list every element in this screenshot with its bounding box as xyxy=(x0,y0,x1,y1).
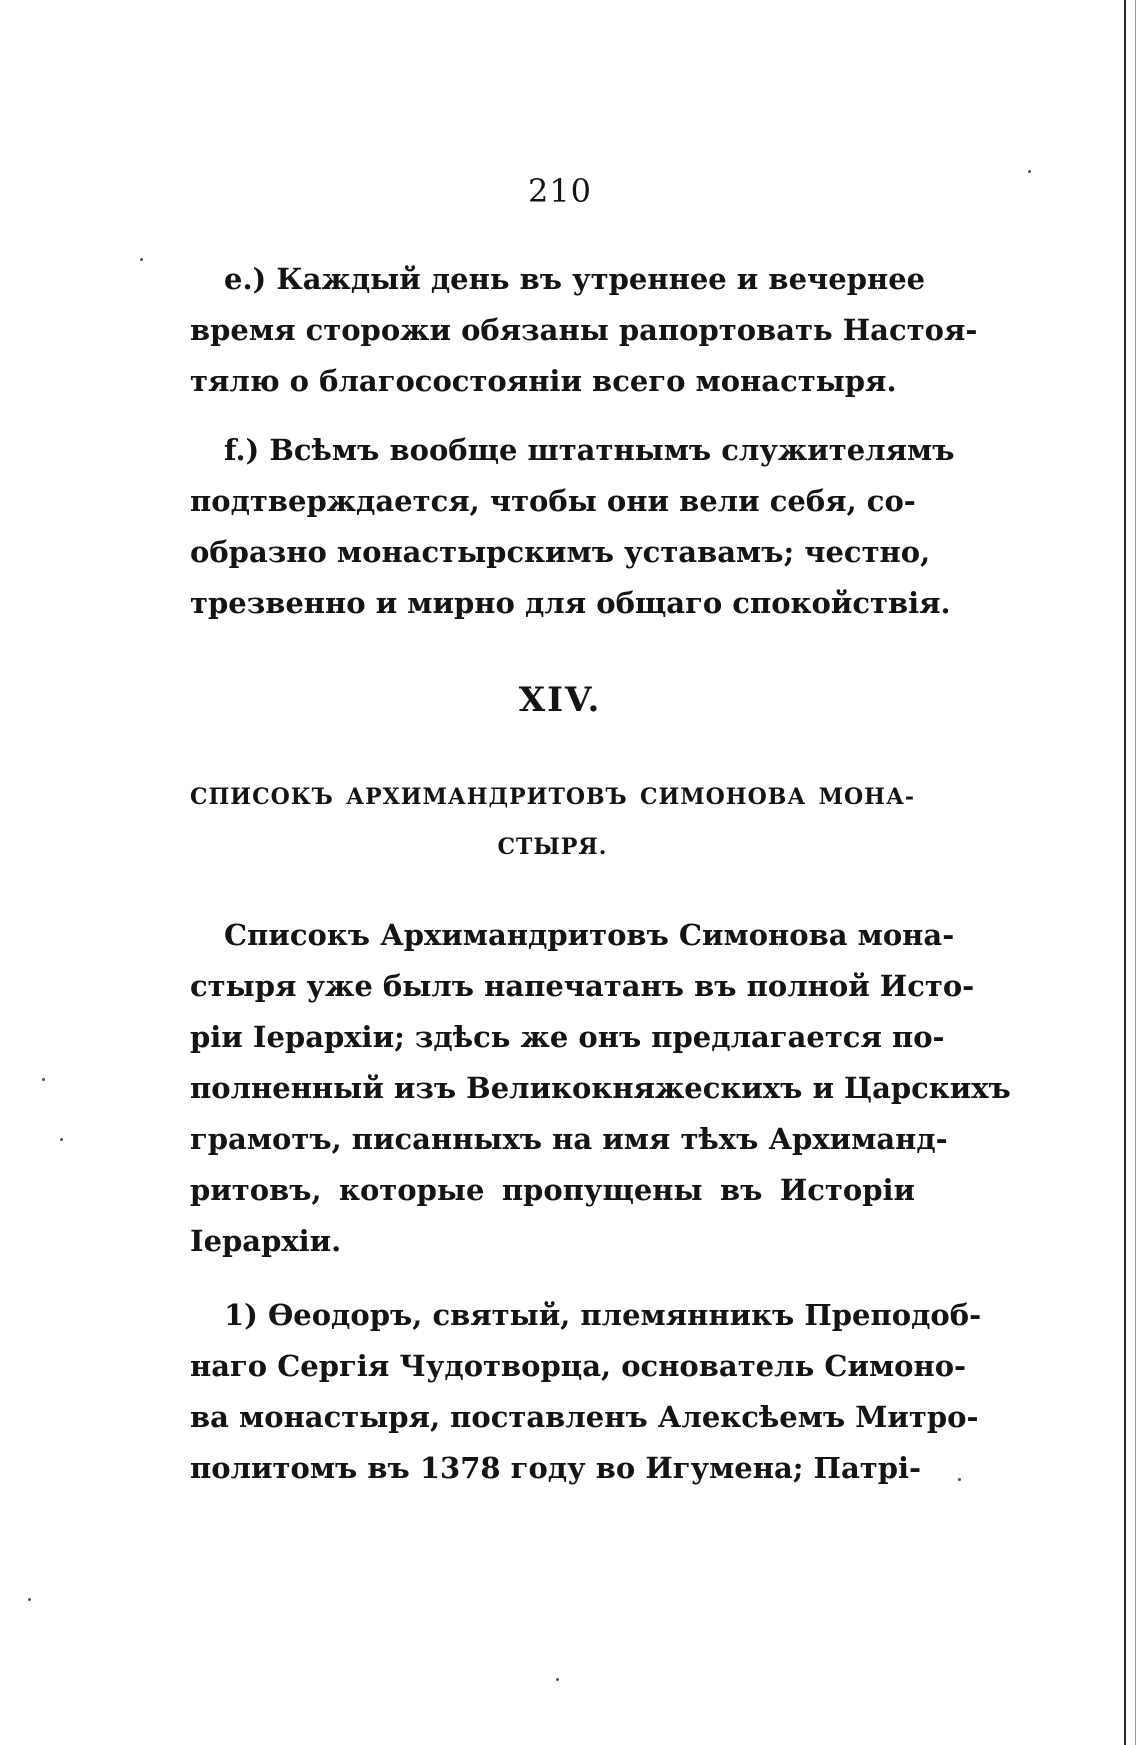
paragraph-e xyxy=(190,254,978,407)
text-line: наго Сергія Чудотворца, основатель Симоно- xyxy=(190,1349,967,1383)
page-edge-line-outer xyxy=(1135,0,1136,1745)
text-line: грамотъ, писанныхъ на имя тѣхъ Архиманд- xyxy=(190,1122,948,1156)
page-number: 210 xyxy=(527,172,593,210)
text-line: e.) Каждый день въ утреннее и вечернее xyxy=(224,262,926,296)
scan-speck xyxy=(140,258,143,261)
text-line: трезвенно и мирно для общаго спокойствія. xyxy=(190,586,951,620)
scan-speck xyxy=(60,1138,63,1141)
heading-line: СПИСОКЪ АРХИМАНДРИТОВЪ СИМОНОВА МОНА- xyxy=(190,784,915,810)
text-line: ритовъ, которые пропущены въ Исторіи xyxy=(190,1173,915,1207)
text-line: ва монастыря, поставленъ Алексѣемъ Митро- xyxy=(190,1400,979,1434)
text-line: политомъ въ 1378 году во Игумена; Патрі- xyxy=(190,1451,922,1485)
paragraph-f xyxy=(190,425,955,629)
scan-speck xyxy=(958,1478,961,1481)
text-line: f.) Всѣмъ вообще штатнымъ служителямъ xyxy=(224,433,955,467)
text-line: ріи Іерархіи; здѣсь же онъ предлагается по- xyxy=(190,1020,945,1054)
heading-line: СТЫРЯ. xyxy=(497,834,608,860)
section-number: XIV. xyxy=(518,680,602,720)
scan-speck xyxy=(42,1078,45,1081)
page-edge-line xyxy=(1124,0,1126,1745)
text-line: время сторожи обязаны рапортовать Настоя- xyxy=(190,313,978,347)
text-line: стыря уже былъ напечатанъ въ полной Исто- xyxy=(190,969,975,1003)
text-line: 1) Ѳеодоръ, святый, племянникъ Преподоб- xyxy=(224,1298,982,1332)
body-paragraph-intro xyxy=(190,910,1011,1267)
scan-speck xyxy=(556,1678,559,1681)
scan-speck xyxy=(1028,170,1031,173)
text-line: полненный изъ Великокняжескихъ и Царскихъ xyxy=(190,1071,1011,1105)
body-item-1 xyxy=(190,1290,982,1494)
text-line: Іерархіи. xyxy=(190,1224,342,1258)
text-line: подтверждается, чтобы они вели себя, со- xyxy=(190,484,916,518)
scan-speck xyxy=(28,1598,31,1601)
text-line: тялю о благосостояніи всего монастыря. xyxy=(190,364,897,398)
text-line: Списокъ Архимандритовъ Симонова мона- xyxy=(224,918,955,952)
section-heading xyxy=(190,772,915,872)
text-line: образно монастырскимъ уставамъ; честно, xyxy=(190,535,931,569)
